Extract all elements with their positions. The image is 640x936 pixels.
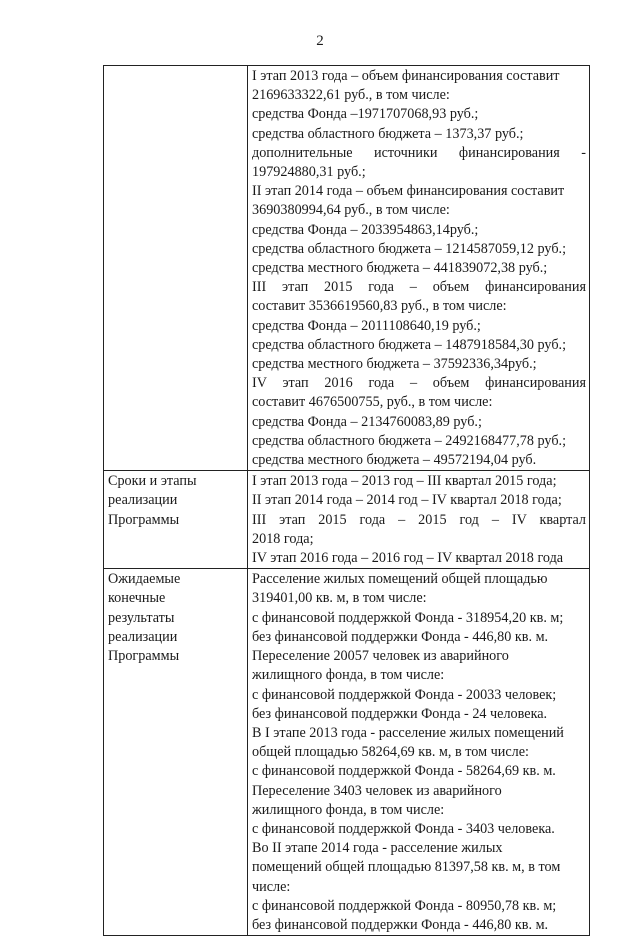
cell-text-line: с финансовой поддержкой Фонда - 3403 человека. bbox=[252, 820, 555, 837]
cell-text-line: с финансовой поддержкой Фонда - 318954,20 кв. м; bbox=[252, 609, 564, 626]
cell-text-line: жилищного фонда, в том числе: bbox=[252, 667, 445, 684]
cell-text-line: 319401,00 кв. м, в том числе: bbox=[252, 590, 427, 607]
cell-text-line: средства Фонда – 2011108640,19 руб.; bbox=[252, 317, 481, 334]
cell-text-line: средства Фонда –1971707068,93 руб.; bbox=[252, 106, 479, 123]
cell-text-line: составит 3536619560,83 руб., в том числе: bbox=[252, 298, 507, 315]
cell-text-line: средства местного бюджета – 49572194,04 руб. bbox=[252, 452, 537, 469]
row-label-line: Программы bbox=[108, 511, 180, 528]
table-row-results bbox=[104, 569, 590, 936]
cell-text-line: 3690380994,64 руб., в том числе: bbox=[252, 202, 450, 219]
cell-text-line: числе: bbox=[252, 878, 291, 895]
row-label-line: Сроки и этапы bbox=[108, 473, 197, 490]
implementation-terms-cell bbox=[248, 471, 590, 569]
row-label-cell bbox=[104, 471, 248, 569]
cell-text-line: I этап 2013 года – объем финансирования составит bbox=[252, 68, 560, 84]
cell-text-line: Во II этапе 2014 года - расселение жилых bbox=[252, 840, 503, 857]
table-row-funding bbox=[104, 66, 590, 471]
cell-text-line: средства Фонда – 2033954863,14руб.; bbox=[252, 221, 479, 238]
row-label-line: Ожидаемые bbox=[108, 571, 181, 588]
cell-text-line: составит 4676500755, руб., в том числе: bbox=[252, 394, 493, 411]
cell-text-line: без финансовой поддержки Фонда - 24 человека. bbox=[252, 705, 548, 722]
cell-text-line: дополнительные источники финансирования - bbox=[252, 144, 586, 161]
cell-text-line: жилищного фонда, в том числе: bbox=[252, 801, 445, 818]
cell-text-line: средства местного бюджета – 441839072,38 руб.; bbox=[252, 260, 548, 277]
row-label-line: реализации bbox=[108, 492, 178, 509]
row-label-cell bbox=[104, 569, 248, 936]
cell-text-line: средства областного бюджета – 1487918584,30 руб.; bbox=[252, 336, 567, 353]
expected-results-cell bbox=[248, 569, 590, 936]
program-passport-table bbox=[103, 65, 590, 936]
cell-text-line: 2018 года; bbox=[252, 530, 314, 547]
row-label-line: конечные bbox=[108, 590, 166, 607]
funding-stages-cell bbox=[248, 66, 590, 471]
cell-text-line: без финансовой поддержки Фонда - 446,80 кв. м. bbox=[252, 916, 549, 933]
cell-text-line: IV этап 2016 года – объем финансирования bbox=[252, 375, 586, 392]
row-label-line: Программы bbox=[108, 648, 180, 665]
cell-text-line: II этап 2014 года – объем финансирования составит bbox=[252, 183, 565, 200]
cell-text-line: с финансовой поддержкой Фонда - 80950,78 кв. м; bbox=[252, 897, 557, 914]
table-row-terms bbox=[104, 471, 590, 569]
cell-text-line: IV этап 2016 года – 2016 год – IV квартал 2018 года bbox=[252, 550, 564, 567]
row-label-line: результаты bbox=[108, 609, 175, 626]
cell-text-line: 197924880,31 руб.; bbox=[252, 164, 366, 181]
row-label-line: реализации bbox=[108, 628, 178, 645]
cell-text-line: I этап 2013 года – 2013 год – III квартал 2015 года; bbox=[252, 473, 557, 490]
cell-text-line: средства местного бюджета – 37592336,34руб.; bbox=[252, 356, 537, 373]
cell-text-line: с финансовой поддержкой Фонда - 20033 человек; bbox=[252, 686, 557, 703]
cell-text-line: Переселение 20057 человек из аварийного bbox=[252, 648, 509, 665]
cell-text-line: средства Фонда – 2134760083,89 руб.; bbox=[252, 413, 482, 430]
cell-text-line: Расселение жилых помещений общей площадью bbox=[252, 571, 548, 588]
cell-text-line: без финансовой поддержки Фонда - 446,80 кв. м. bbox=[252, 628, 549, 645]
cell-text-line: средства областного бюджета – 2492168477,78 руб.; bbox=[252, 432, 567, 449]
cell-text-line: 2169633322,61 руб., в том числе: bbox=[252, 87, 450, 104]
cell-text-line: средства областного бюджета – 1214587059,12 руб.; bbox=[252, 240, 567, 257]
cell-text-line: с финансовой поддержкой Фонда - 58264,69 кв. м. bbox=[252, 763, 556, 780]
row-label-cell bbox=[104, 66, 248, 471]
cell-text-line: Переселение 3403 человек из аварийного bbox=[252, 782, 502, 799]
cell-text-line: В I этапе 2013 года - расселение жилых помещений bbox=[252, 724, 564, 741]
cell-text-line: III этап 2015 года – 2015 год – IV квартал bbox=[252, 511, 586, 528]
cell-text-line: II этап 2014 года – 2014 год – IV квартал 2018 года; bbox=[252, 492, 562, 509]
cell-text-line: средства областного бюджета – 1373,37 руб.; bbox=[252, 125, 524, 142]
page-number: 2 bbox=[316, 33, 324, 49]
cell-text-line: помещений общей площадью 81397,58 кв. м, в том bbox=[252, 859, 561, 876]
cell-text-line: III этап 2015 года – объем финансирования bbox=[252, 279, 586, 296]
cell-text-line: общей площадью 58264,69 кв. м, в том числе: bbox=[252, 744, 529, 761]
